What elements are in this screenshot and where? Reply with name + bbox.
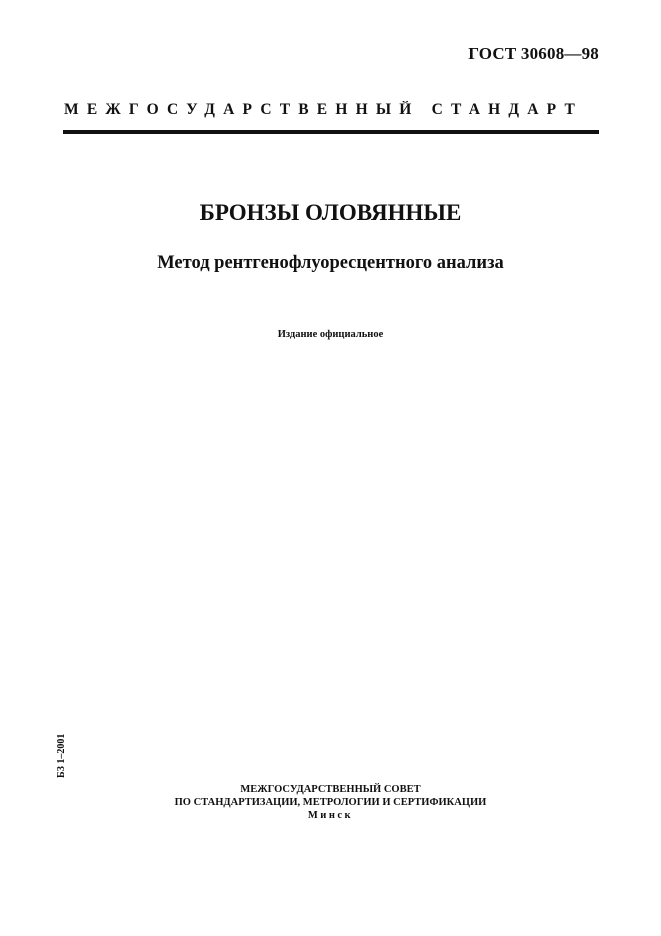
document-number: ГОСТ 30608—98 — [468, 44, 599, 63]
document-title: БРОНЗЫ ОЛОВЯННЫЕ — [199, 200, 462, 225]
banner-rule — [63, 130, 599, 134]
standard-banner: МЕЖГОСУДАРСТВЕННЫЙ СТАНДАРТ — [64, 101, 584, 118]
publisher-line-1: МЕЖГОСУДАРСТВЕННЫЙ СОВЕТ — [240, 784, 421, 795]
edition-note: Издание официальное — [277, 329, 384, 340]
side-catalog-code: БЗ 1–2001 — [56, 733, 67, 778]
publisher-line-2: ПО СТАНДАРТИЗАЦИИ, МЕТРОЛОГИИ И СЕРТИФИКАЦИИ — [174, 797, 487, 808]
publisher-block — [0, 783, 661, 822]
publisher-city: Минск — [307, 810, 354, 821]
document-subtitle: Метод рентгенофлуоресцентного анализа — [157, 253, 504, 273]
